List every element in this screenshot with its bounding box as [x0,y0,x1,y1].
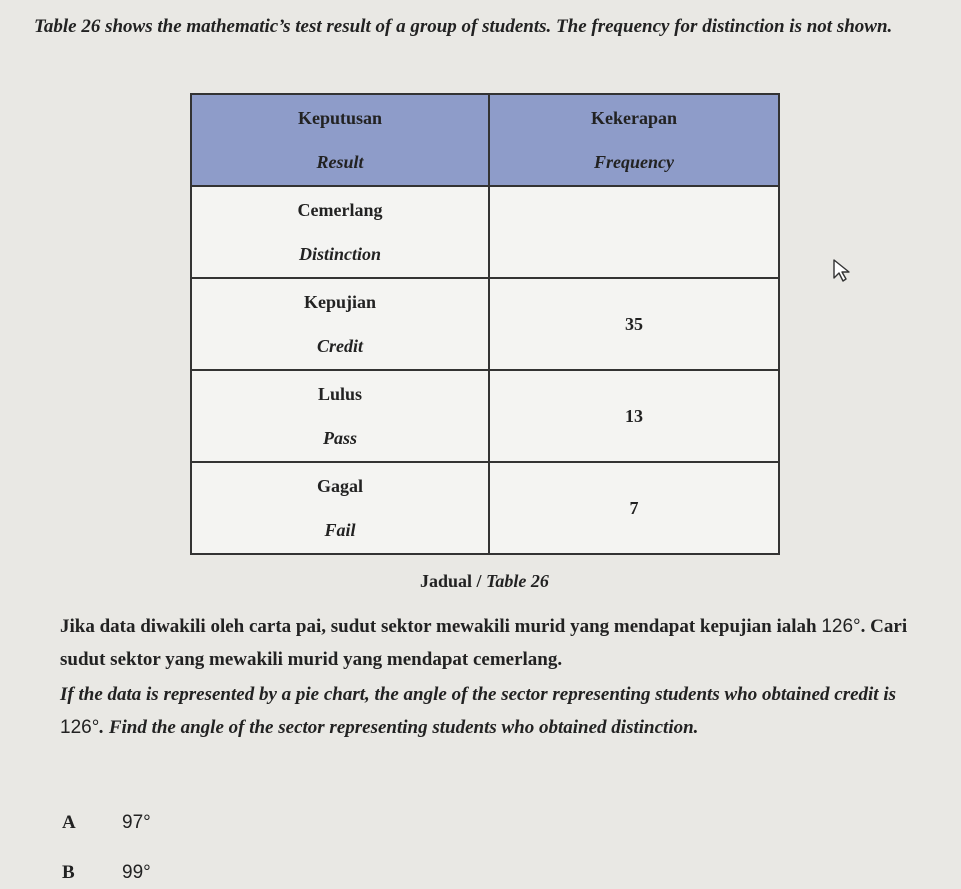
table-row [191,370,779,462]
option-value: 97° [122,812,151,833]
english-text-2: . Find the angle of the sector representing students who obtained distinction. [99,717,699,738]
result-en: Fail [324,520,356,540]
option-b[interactable] [62,862,151,884]
table-row [191,186,779,278]
frequency-cell: 13 [489,370,779,462]
option-letter: A [62,812,76,833]
table-row [191,278,779,370]
result-ms: Cemerlang [297,200,383,220]
table-caption [420,571,549,592]
result-en: Distinction [298,244,382,264]
header-frequency-ms: Kekerapan [590,108,677,128]
english-text-1: If the data is represented by a pie chart, the angle of the sector representing students who obtained credit is [60,684,896,705]
result-ms: Gagal [316,476,363,496]
question-intro: Table 26 shows the mathematic’s test result of a group of students. The frequency for distinction is not shown. [34,16,893,37]
malay-text-1: Jika data diwakili oleh carta pai, sudut sektor mewakili murid yang mendapat kepujian ialah [60,616,817,637]
header-result-en: Result [316,152,364,172]
question-text-malay [60,610,940,676]
result-en: Credit [316,336,363,356]
result-cell [191,462,489,554]
option-value: 99° [122,862,151,883]
frequency-cell [489,186,779,278]
result-cell [191,278,489,370]
result-cell [191,370,489,462]
option-letter: B [62,862,75,883]
option-a[interactable] [62,812,151,834]
frequency-cell: 35 [489,278,779,370]
mouse-pointer-icon [832,258,852,284]
question-text-english [60,678,940,744]
results-table [190,93,780,555]
result-ms: Lulus [317,384,363,404]
caption-ms: Jadual / [420,571,487,591]
result-ms: Kepujian [303,292,377,312]
malay-text-2: . Cari sudut sektor yang mewakili murid yang mendapat cemerlang. [60,616,908,670]
result-cell [191,186,489,278]
malay-angle: 126° [821,616,861,637]
header-frequency-en: Frequency [594,152,674,172]
table-header-row [191,94,779,186]
frequency-cell: 7 [489,462,779,554]
header-frequency [489,94,779,186]
header-result-ms: Keputusan [297,108,383,128]
header-result [191,94,489,186]
table-row [191,462,779,554]
result-en: Pass [322,428,357,448]
caption-en: Table 26 [486,571,549,591]
english-angle: 126° [60,717,100,738]
